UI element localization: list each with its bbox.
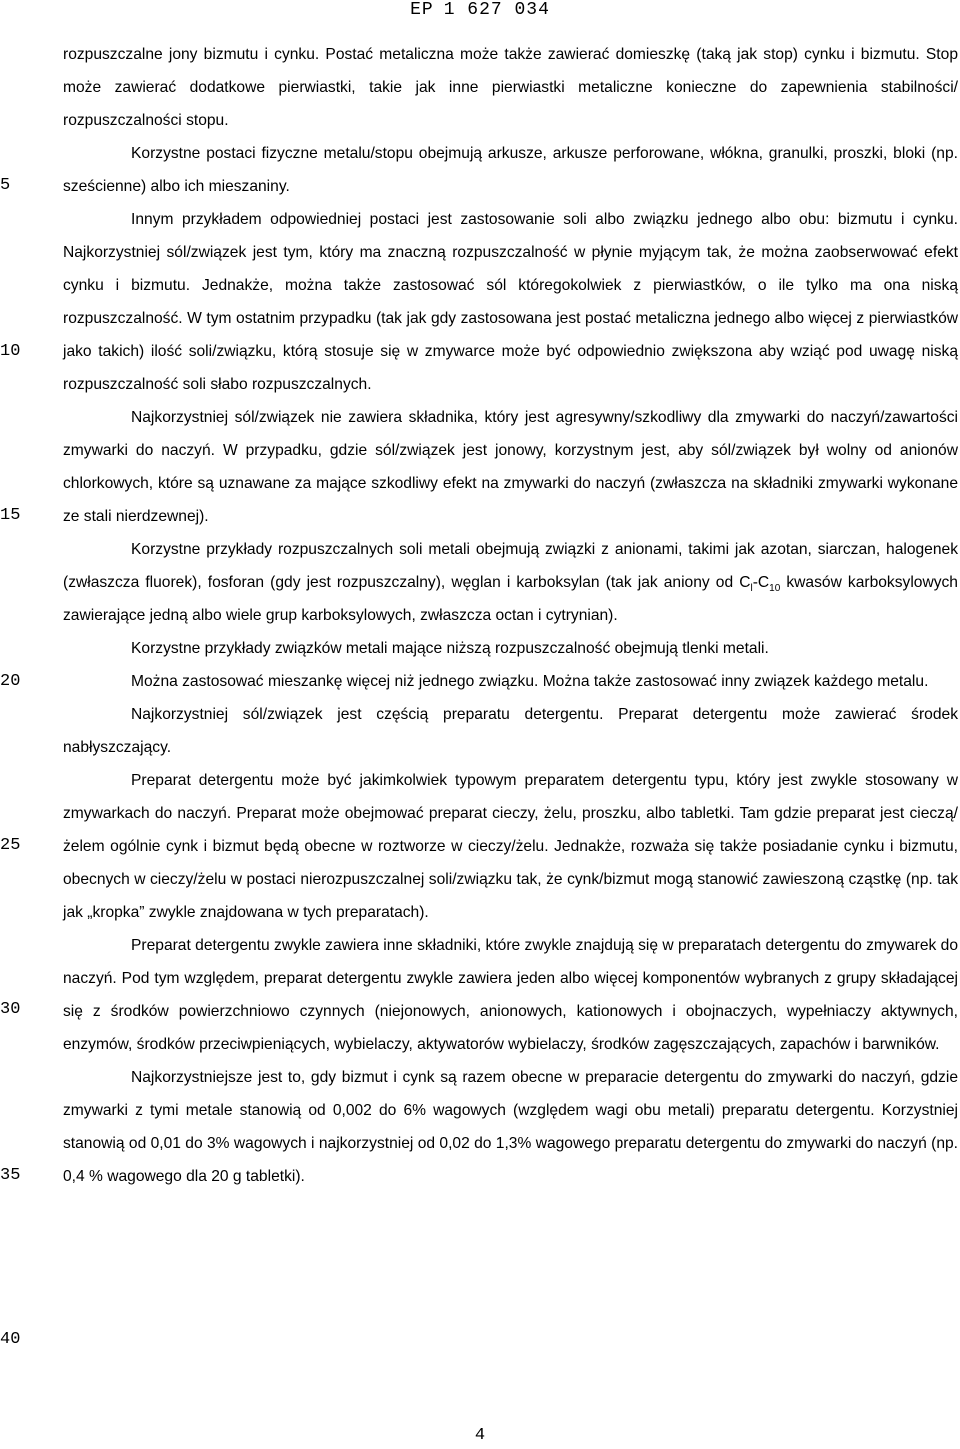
paragraph: Innym przykładem odpowiedniej postaci jest zastosowanie soli albo związku jednego albo obu: bizmutu i cynku. Najkorzystniej sól/związek jest tym, który ma znaczną rozpuszczalność w płynie myjącym tak, że można zaobserwować efekt cynku i bizmutu. Jednakże, można także zastosować sól któregokolwiek z pierwiastków, o ile tylko ma ona niską rozpuszczalność. W tym ostatnim przypadku (tak jak gdy zastosowana jest postać metaliczna jednego albo więcej z pierwiastków jako takich) ilość soli/związku, którą stosuje się w zmywarce może być odpowiednio zwiększona aby wziąć pod uwagę niską rozpuszczalność soli słabo rozpuszczalnych. bbox=[63, 211, 958, 393]
paragraph-text: -C bbox=[752, 574, 770, 591]
paragraph: Korzystne postaci fizyczne metalu/stopu obejmują arkusze, arkusze perforowane, włókna, granulki, proszki, bloki (np. sześcienne) albo ich mieszaniny. bbox=[63, 145, 958, 195]
line-number: 35 bbox=[0, 1166, 21, 1185]
line-number: 30 bbox=[0, 1000, 21, 1019]
paragraph-anions bbox=[63, 533, 958, 632]
line-number: 40 bbox=[0, 1330, 21, 1349]
line-number: 5 bbox=[0, 176, 11, 195]
patent-prefix: EP bbox=[410, 0, 434, 20]
paragraph: Korzystne przykłady związków metali mające niższą rozpuszczalność obejmują tlenki metali. bbox=[131, 640, 769, 657]
paragraph: Można zastosować mieszankę więcej niż jednego związku. Można także zastosować inny związek każdego metalu. bbox=[131, 673, 929, 690]
page-number: 4 bbox=[474, 1426, 486, 1445]
line-number: 15 bbox=[0, 506, 21, 525]
paragraph: Preparat detergentu zwykle zawiera inne składniki, które zwykle znajdują się w preparatach detergentu do zmywarek do naczyń. Pod tym względem, preparat detergentu zwykle zawiera jeden albo więcej komponentów wybranych z grupy składającej się z środków powierzchniowo czynnych (niejonowych, anionowych, kationowych i obojnaczych, wypełniaczy aktywnych, enzymów, środków przeciwpieniących, wybielaczy, aktywatorów wybielaczy, środków zagęszczających, zapachów i barwników. bbox=[63, 937, 958, 1053]
paragraph: Najkorzystniej sól/związek jest częścią preparatu detergentu. Preparat detergentu może zawierać środek nabłyszczający. bbox=[63, 706, 958, 756]
paragraph: Najkorzystniej sól/związek nie zawiera składnika, który jest agresywny/szkodliwy dla zmywarki do naczyń/zawartości zmywarki do naczyń. W przypadku, gdzie sól/związek jest jonowy, korzystnym jest, aby sól/związek był wolny od anionów chlorkowych, które są uznawane za mające szkodliwy efekt na zmywarki do naczyń (zwłaszcza na składniki zmywarki wykonane ze stali nierdzewnej). bbox=[63, 409, 958, 525]
line-number: 25 bbox=[0, 836, 21, 855]
document-body bbox=[63, 38, 958, 1193]
paragraph: rozpuszczalne jony bizmutu i cynku. Postać metaliczna może także zawierać domieszkę (taką jak stop) cynku i bizmutu. Stop może zawierać dodatkowe pierwiastki, takie jak inne pierwiastki metaliczne konieczne do zapewnienia stabilności/ rozpuszczalności stopu. bbox=[63, 46, 958, 129]
paragraph-text: Korzystne przykłady rozpuszczalnych soli metali obejmują związki z anionami, takimi jak azotan, siarczan, halogenek (zwłaszcza fluorek), fosforan (gdy jest rozpuszczalny), węglan i karboksylan (tak jak aniony od C bbox=[63, 541, 958, 591]
subscript: l bbox=[750, 583, 753, 595]
paragraph-text: kwasów karboksylowych zawierające jedną albo wiele grup karboksylowych, zwłaszcza octan i cytrynian). bbox=[63, 574, 958, 624]
page-header bbox=[0, 0, 960, 22]
subscript: 10 bbox=[769, 583, 781, 595]
patent-number: 1 627 034 bbox=[443, 0, 550, 20]
paragraph: Najkorzystniejsze jest to, gdy bizmut i cynk są razem obecne w preparacie detergentu do zmywarki do naczyń, gdzie zmywarki z tymi metale stanowią od 0,002 do 6% wagowych (względem wagi obu metali) preparatu detergentu. Korzystniej stanowią od 0,01 do 3% wagowych i najkorzystniej od 0,02 do 1,3% wagowego preparatu detergentu do zmywarki do naczyń (np. 0,4 % wagowego dla 20 g tabletki). bbox=[63, 1069, 958, 1185]
line-number: 10 bbox=[0, 342, 21, 361]
line-number: 20 bbox=[0, 672, 21, 691]
paragraph: Preparat detergentu może być jakimkolwiek typowym preparatem detergentu typu, który jest zwykle stosowany w zmywarkach do naczyń. Preparat może obejmować preparat cieczy, żelu, proszku, albo tabletki. Tam gdzie preparat jest cieczą/żelem ogólnie cynk i bizmut będą obecne w roztworze w cieczy/żelu. Jednakże, rozważa się także posiadanie cynku i bizmutu, obecnych w cieczy/żelu w postaci nierozpuszczalnej soli/związku tak, że cynk/bizmut mogą stanowić zawieszoną cząstkę (np. tak jak „kropka” zwykle znajdowana w tych preparatach). bbox=[63, 772, 958, 921]
margin-line-numbers bbox=[0, 0, 40, 1449]
